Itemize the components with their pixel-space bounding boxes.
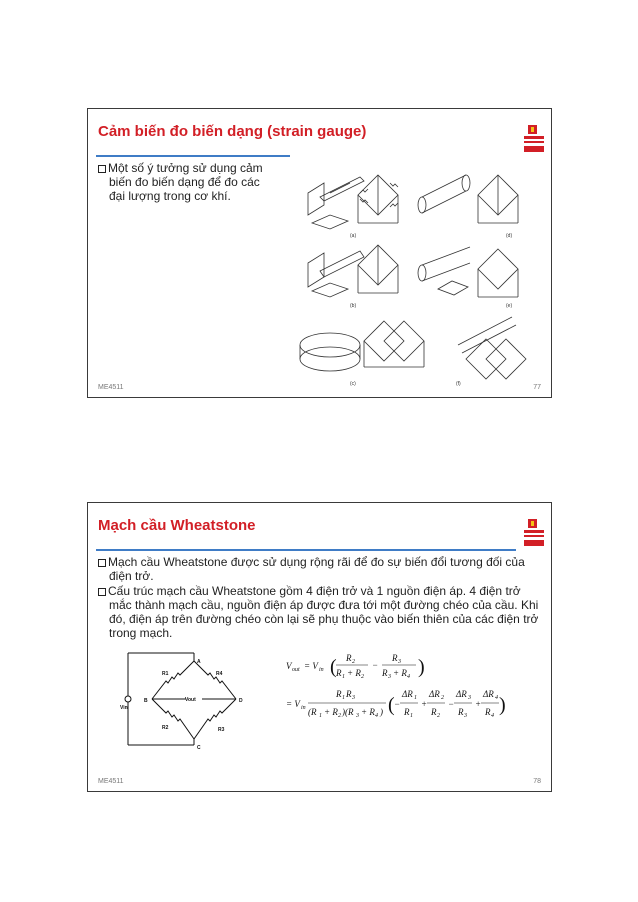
svg-text:= V: = V: [304, 661, 318, 671]
page-number: 78: [533, 778, 541, 785]
svg-text:R: R: [346, 653, 352, 663]
svg-text:−: −: [372, 660, 379, 670]
bullet-square-icon: [98, 559, 106, 567]
svg-text:(: (: [330, 656, 337, 678]
svg-text:2: 2: [361, 674, 364, 680]
svg-text:R: R: [392, 653, 398, 663]
strain-gauge-figures: [290, 153, 530, 389]
svg-text:1: 1: [410, 713, 413, 719]
node-c-label: C: [197, 745, 201, 751]
title-underline: [96, 155, 290, 157]
node-d-label: D: [239, 698, 243, 704]
bullet-square-icon: [98, 165, 106, 173]
svg-text:ΔR: ΔR: [483, 689, 494, 699]
slide-title: Mạch cầu Wheatstone: [98, 517, 256, 534]
svg-text:2: 2: [437, 713, 440, 719]
svg-text:R: R: [431, 707, 437, 717]
svg-text:4: 4: [407, 674, 410, 680]
svg-text:1: 1: [319, 713, 322, 719]
svg-text:1: 1: [414, 695, 417, 701]
bullet-item: Cấu trúc mạch cầu Wheatstone gồm 4 điện trở và 1 nguồn điện áp. 4 điện trở mắc thành mạch cầu, nguồn điện áp được đưa tới một đường chéo của cầu. Khi đó, điện áp trên đường chéo còn lại sẽ phụ thuộc vào biến thiên của các điện trở trong mạch.: [98, 584, 540, 640]
bridge-equations: [284, 649, 504, 725]
r2-label: R2: [162, 725, 169, 731]
svg-text:−: −: [394, 699, 401, 709]
svg-text:−: −: [448, 699, 455, 709]
svg-text:3: 3: [398, 659, 401, 665]
svg-text:R: R: [458, 707, 464, 717]
svg-text:)(R: )(R: [342, 707, 354, 717]
svg-text:R: R: [382, 668, 388, 678]
svg-text:in: in: [301, 705, 306, 711]
svg-text:R: R: [346, 689, 352, 699]
svg-text:4: 4: [375, 713, 378, 719]
svg-text:+: +: [475, 699, 482, 709]
svg-text:2: 2: [441, 695, 444, 701]
svg-text:R: R: [404, 707, 410, 717]
svg-text:ΔR: ΔR: [402, 689, 413, 699]
svg-text:2: 2: [352, 659, 355, 665]
svg-text:3: 3: [468, 695, 471, 701]
wheatstone-bridge-diagram: [122, 649, 264, 753]
vout-label: Vout: [185, 697, 196, 703]
svg-text:): ): [418, 656, 425, 678]
bullet-item: Mạch cầu Wheatstone được sử dụng rộng rãi để đo sự biến đổi tương đối của điện trở.: [98, 555, 540, 583]
figure-label: (f): [456, 381, 461, 387]
svg-text:+ R: + R: [393, 668, 407, 678]
r4-label: R4: [216, 671, 223, 677]
svg-text:4: 4: [491, 713, 494, 719]
svg-text:ΔR: ΔR: [429, 689, 440, 699]
course-code: ME4511: [98, 778, 124, 785]
slide-78: [87, 502, 552, 792]
course-code: ME4511: [98, 384, 124, 391]
svg-text:3: 3: [356, 713, 359, 719]
bullet-list: [98, 555, 540, 641]
svg-text:ΔR: ΔR: [456, 689, 467, 699]
figure-label: (b): [350, 303, 357, 309]
svg-text:): ): [380, 707, 383, 717]
bullet-item: Một số ý tưởng sử dụng cảm biến đo biến dạng để đo các đại lượng trong cơ khí.: [98, 161, 270, 204]
svg-text:3: 3: [352, 695, 355, 701]
figure-label: (d): [506, 233, 513, 239]
bullet-square-icon: [98, 588, 106, 596]
svg-text:= V: = V: [286, 699, 300, 709]
svg-text:out: out: [292, 667, 300, 673]
svg-text:V: V: [286, 661, 292, 671]
svg-text:2: 2: [338, 713, 341, 719]
slide-title: Cảm biến đo biến dạng (strain gauge): [98, 123, 367, 140]
slide-77: [87, 108, 552, 398]
svg-text:(: (: [388, 694, 395, 716]
r1-label: R1: [162, 671, 169, 677]
svg-text:1: 1: [342, 695, 345, 701]
node-a-label: A: [197, 659, 201, 665]
svg-text:3: 3: [388, 674, 391, 680]
node-b-label: B: [144, 698, 148, 704]
svg-text:+ R: + R: [324, 707, 338, 717]
svg-text:): ): [499, 694, 506, 716]
svg-text:(R: (R: [308, 707, 317, 717]
svg-text:+: +: [421, 699, 428, 709]
svg-text:+ R: + R: [347, 668, 361, 678]
svg-text:R: R: [485, 707, 491, 717]
title-underline: [96, 549, 516, 551]
university-logo-icon: [523, 123, 545, 155]
vin-label: Vin: [120, 705, 128, 711]
figure-label: (e): [506, 303, 513, 309]
svg-text:4: 4: [495, 695, 498, 701]
svg-text:+ R: + R: [361, 707, 375, 717]
university-logo-icon: [523, 517, 545, 549]
svg-text:in: in: [319, 667, 324, 673]
page-number: 77: [533, 384, 541, 391]
svg-text:1: 1: [342, 674, 345, 680]
r3-label: R3: [218, 727, 225, 733]
svg-text:R: R: [336, 668, 342, 678]
figure-label: (c): [350, 381, 356, 387]
svg-text:3: 3: [464, 713, 467, 719]
figure-label: (a): [350, 233, 357, 239]
svg-text:R: R: [336, 689, 342, 699]
